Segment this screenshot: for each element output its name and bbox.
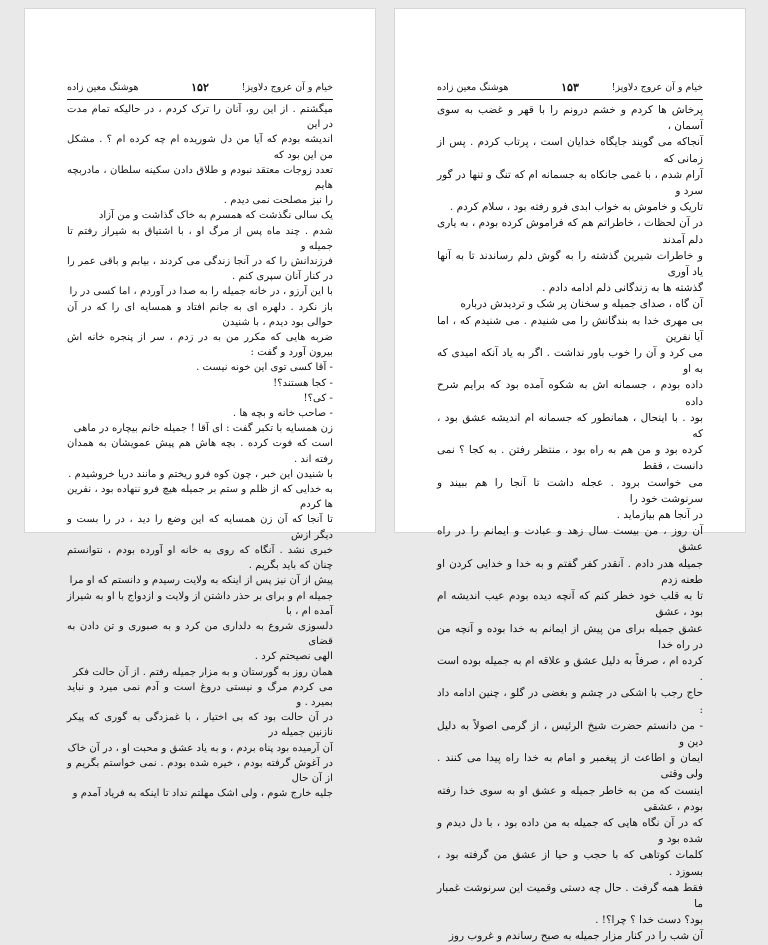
text-line: تعدد زوجات معتقد نبودم و طلاق دادن سکینه سلطان ، مادربچه هایم <box>67 164 333 192</box>
text-line: الهی نصیحتم کرد . <box>254 651 333 663</box>
text-line: فقط همه گرفت . حال چه دستی وقمیت این سرنوشت غمبار ما <box>437 881 703 910</box>
text-line: دلسوزی شروع به دلداری من کرد و به صبوری و تن دادن به قضای <box>67 620 333 648</box>
text-line: جلیه خارج شوم ، ولی اشک مهلتم نداد تا اینکه به فریاد آمدم و <box>72 788 333 800</box>
left-page <box>24 8 376 800</box>
text-line: به خدایی که از ظلم و ستم بر جمیله هیچ فرو ننهاده بود ، نفرین ها کردم <box>67 484 333 511</box>
text-line: کلمات کوتاهی که با حجب و حیا از عشق من گرفته بود ، بسوزد . <box>437 849 703 878</box>
text-line: می کرد و آن را خوب باور نداشت . اگر به یاد آنکه امیدی که به او <box>437 347 703 376</box>
text-line: جمیله ام و برای بر حذر داشتن از ولایت و ازدواج با او به شیراز آمده ام ، با <box>67 590 333 617</box>
text-line: ایمان و اطاعت از پیغمبر و امام به خدا راه پیدا می کنند . ولی وقتی <box>437 752 703 781</box>
text-line: جمیله هدر دادم . آنقدر کفر گفتم و به خدا و خدایی کردن او طعنه زدم <box>437 557 703 586</box>
text-line: اندیشه بودم که آیا من دل شوریده ام چه کرده ام ؟ . مشکل من این بود که <box>67 134 333 161</box>
text-line: - من دانستم حضرت شیخ الرئیس ، از گرمی اصولاً به دلیل دین و <box>437 719 703 748</box>
text-line: پرخاش ها کردم و خشم درونم را با قهر و غضب به سوی آسمان ، <box>437 104 703 133</box>
text-line: عشق جمیله برای من پیش از ایمانم به خدا بوده و آنچه من در راه خدا <box>437 622 703 651</box>
page-number: ۱۵۲ <box>191 81 209 94</box>
text-line: تا به قلب خود خطر کنم که آنچه دیده بودم عیب اندیشه ام بود ، عشق <box>437 590 703 619</box>
text-line: می کردم مرگ و نیستی دروغ است و آدم نمی میرد و نباید بمیرد . و <box>67 681 333 708</box>
text-line: در آن لحظات ، خاطراتم هم که فراموش کرده بودم ، به یاری دلم آمدند <box>437 217 703 246</box>
page-number: ۱۵۳ <box>561 81 579 94</box>
text-line: بود؟ دست خدا ؟ چرا؟! . <box>595 914 703 927</box>
text-line: در آغوش گرفته بودم ، خیره شده بودم . نمی خواستم بگریم و از آن حال <box>67 757 333 784</box>
author-name: هوشنگ معین زاده <box>437 82 509 93</box>
page-header <box>67 79 333 100</box>
text-line: آنجاکه می گویند جایگاه خدایان است ، پرتاب کردم . پس از زمانی که <box>437 136 703 165</box>
text-line: فرزندانش را که در آنجا زندگی می کردند ، بیابم و باقی عمر را در کنار آنان سپری کنم . <box>67 256 333 283</box>
right-page <box>394 8 746 943</box>
text-line: را نیز مصلحت نمی دیدم . <box>223 195 333 207</box>
text-line: خبری نشد . آنگاه که روی به خانه او آورده بودم ، نتوانستم چنان که باید بگریم . <box>67 544 333 572</box>
author-name: هوشنگ معین زاده <box>67 82 139 93</box>
text-line: تاریک و خاموش به خواب ابدی فرو رفته بود ، سلام کردم . <box>449 201 703 214</box>
text-line: آن آرمیده بود پناه بردم ، و به یاد عشق و محبت او ، در آن خاک <box>67 742 333 754</box>
text-line: آرام شدم ، با غمی جانکاه به جسمانه ام که تنگ و تنها در گور سرد و <box>437 168 703 198</box>
text-line: در آن حالت بود که بی اختیار ، با غمزدگی به گوری که پیکر نازنین جمیله در <box>67 712 333 739</box>
text-line: آن گاه ، صدای جمیله و سخنان پر شک و تردیدش درباره <box>460 298 703 311</box>
text-line: می خواست برود . عجله داشت تا آنجا را هم ببیند و سرنوشت خود را <box>437 476 703 505</box>
book-title: خیام و آن عروج دلاویز! <box>611 82 703 93</box>
text-line: و خاطرات شیرین گذشته را به گوش دلم رساندند تا به آنها یاد آوری <box>437 249 703 279</box>
text-line: اینست که من به خاطر جمیله و عشق او به سوی خدا رفته بودم ، عشقی <box>437 784 703 813</box>
text-line: - صاحب خانه و بچه ها . <box>232 408 333 420</box>
text-line: با شنیدن این خبر ، چون کوه فرو ریختم و مانند دریا خروشیدم . <box>68 468 333 480</box>
book-title: خیام و آن عروج دلاویز! <box>241 82 333 93</box>
text-line: بود . با اینحال ، همانطور که جسمانه ام اندیشه عشق بود ، که <box>437 411 703 441</box>
text-line: ضربه هایی که مکرر من به در زدم ، سر از پنجره خانه اش بیرون آورد و گفت : <box>67 332 333 359</box>
page-body <box>437 102 703 945</box>
text-line: - آقا کسی توی این خونه نیست . <box>196 362 333 374</box>
text-line: در آنجا هم بیازماید . <box>616 509 703 522</box>
text-line: زن همسایه با تکبر گفت : ای آقا ! جمیله خانم بیچاره در ماهی <box>73 423 333 435</box>
text-line: با این آرزو ، در خانه جمیله را به صدا در آوردم ، اما کسی در را <box>69 286 333 298</box>
text-line: گذشته ها به زندگانی دلم ادامه دادم . <box>542 282 703 295</box>
page-body <box>67 102 333 801</box>
text-line: - کجا هستند؟! <box>273 377 333 389</box>
text-line: تا آنجا که آن زن همسایه که این وضع را دید ، در را بست و دیگر ازش <box>67 514 333 541</box>
text-line: - کی؟! <box>303 392 333 404</box>
text-line: همان روز به گورستان و به مزار جمیله رفتم . از آن حالت فکر <box>73 666 333 678</box>
text-line: حاج رجب با اشکی در چشم و بغضی در گلو ، چنین ادامه داد : <box>437 687 703 716</box>
text-line: باز نکرد . دلهره ای به جانم افتاد و همسایه ای را که در آن حوالی بود دیدم ، با شنیدن <box>67 301 333 328</box>
text-line: آن شب را در کنار مزار جمیله به صبح رساندم و غروب روز <box>448 930 703 943</box>
page-header <box>437 79 703 100</box>
text-line: پیش از آن نیز پس از اینکه به ولایت رسیدم و دانستم که او مرا <box>69 575 333 587</box>
text-line: کرده بود و من هم به راه بود ، منتظر رفتن . به کجا ؟ نمی دانست ، فقط <box>437 444 703 473</box>
text-line: آن روز ، من بیست سال زهد و عبادت و ایمانم را در راه عشق <box>437 525 703 554</box>
text-line: بی مهری خدا به بندگانش را می شنیدم . می شنیدم که ، اما آیا نفرین <box>437 314 703 343</box>
text-line: که در آن نگاه هایی که جمیله به من داده بود ، با دل دیدم و شده بود و <box>437 816 703 846</box>
text-line: است که فوت کرده . بچه هاش هم پیش عمویشان به همدان رفته اند . <box>67 438 333 465</box>
text-line: شدم . چند ماه پس از مرگ او ، با اشتیاق به شیراز رفتم تا جمیله و <box>67 225 333 252</box>
text-line: یک سالی نگذشت که همسرم به خاک گذاشت و من آزاد <box>98 210 333 222</box>
text-line: میگشتم . از این رو، آنان را ترک کردم ، در حالیکه تمام مدت در این <box>67 104 333 131</box>
text-line: داده بودم ، جسمانه اش به شکوه آمده بود که برایم شرح داده <box>437 379 703 408</box>
text-line: کرده ام ، صرفاً به دلیل عشق و علاقه ام به جمیله بوده است . <box>437 654 703 684</box>
